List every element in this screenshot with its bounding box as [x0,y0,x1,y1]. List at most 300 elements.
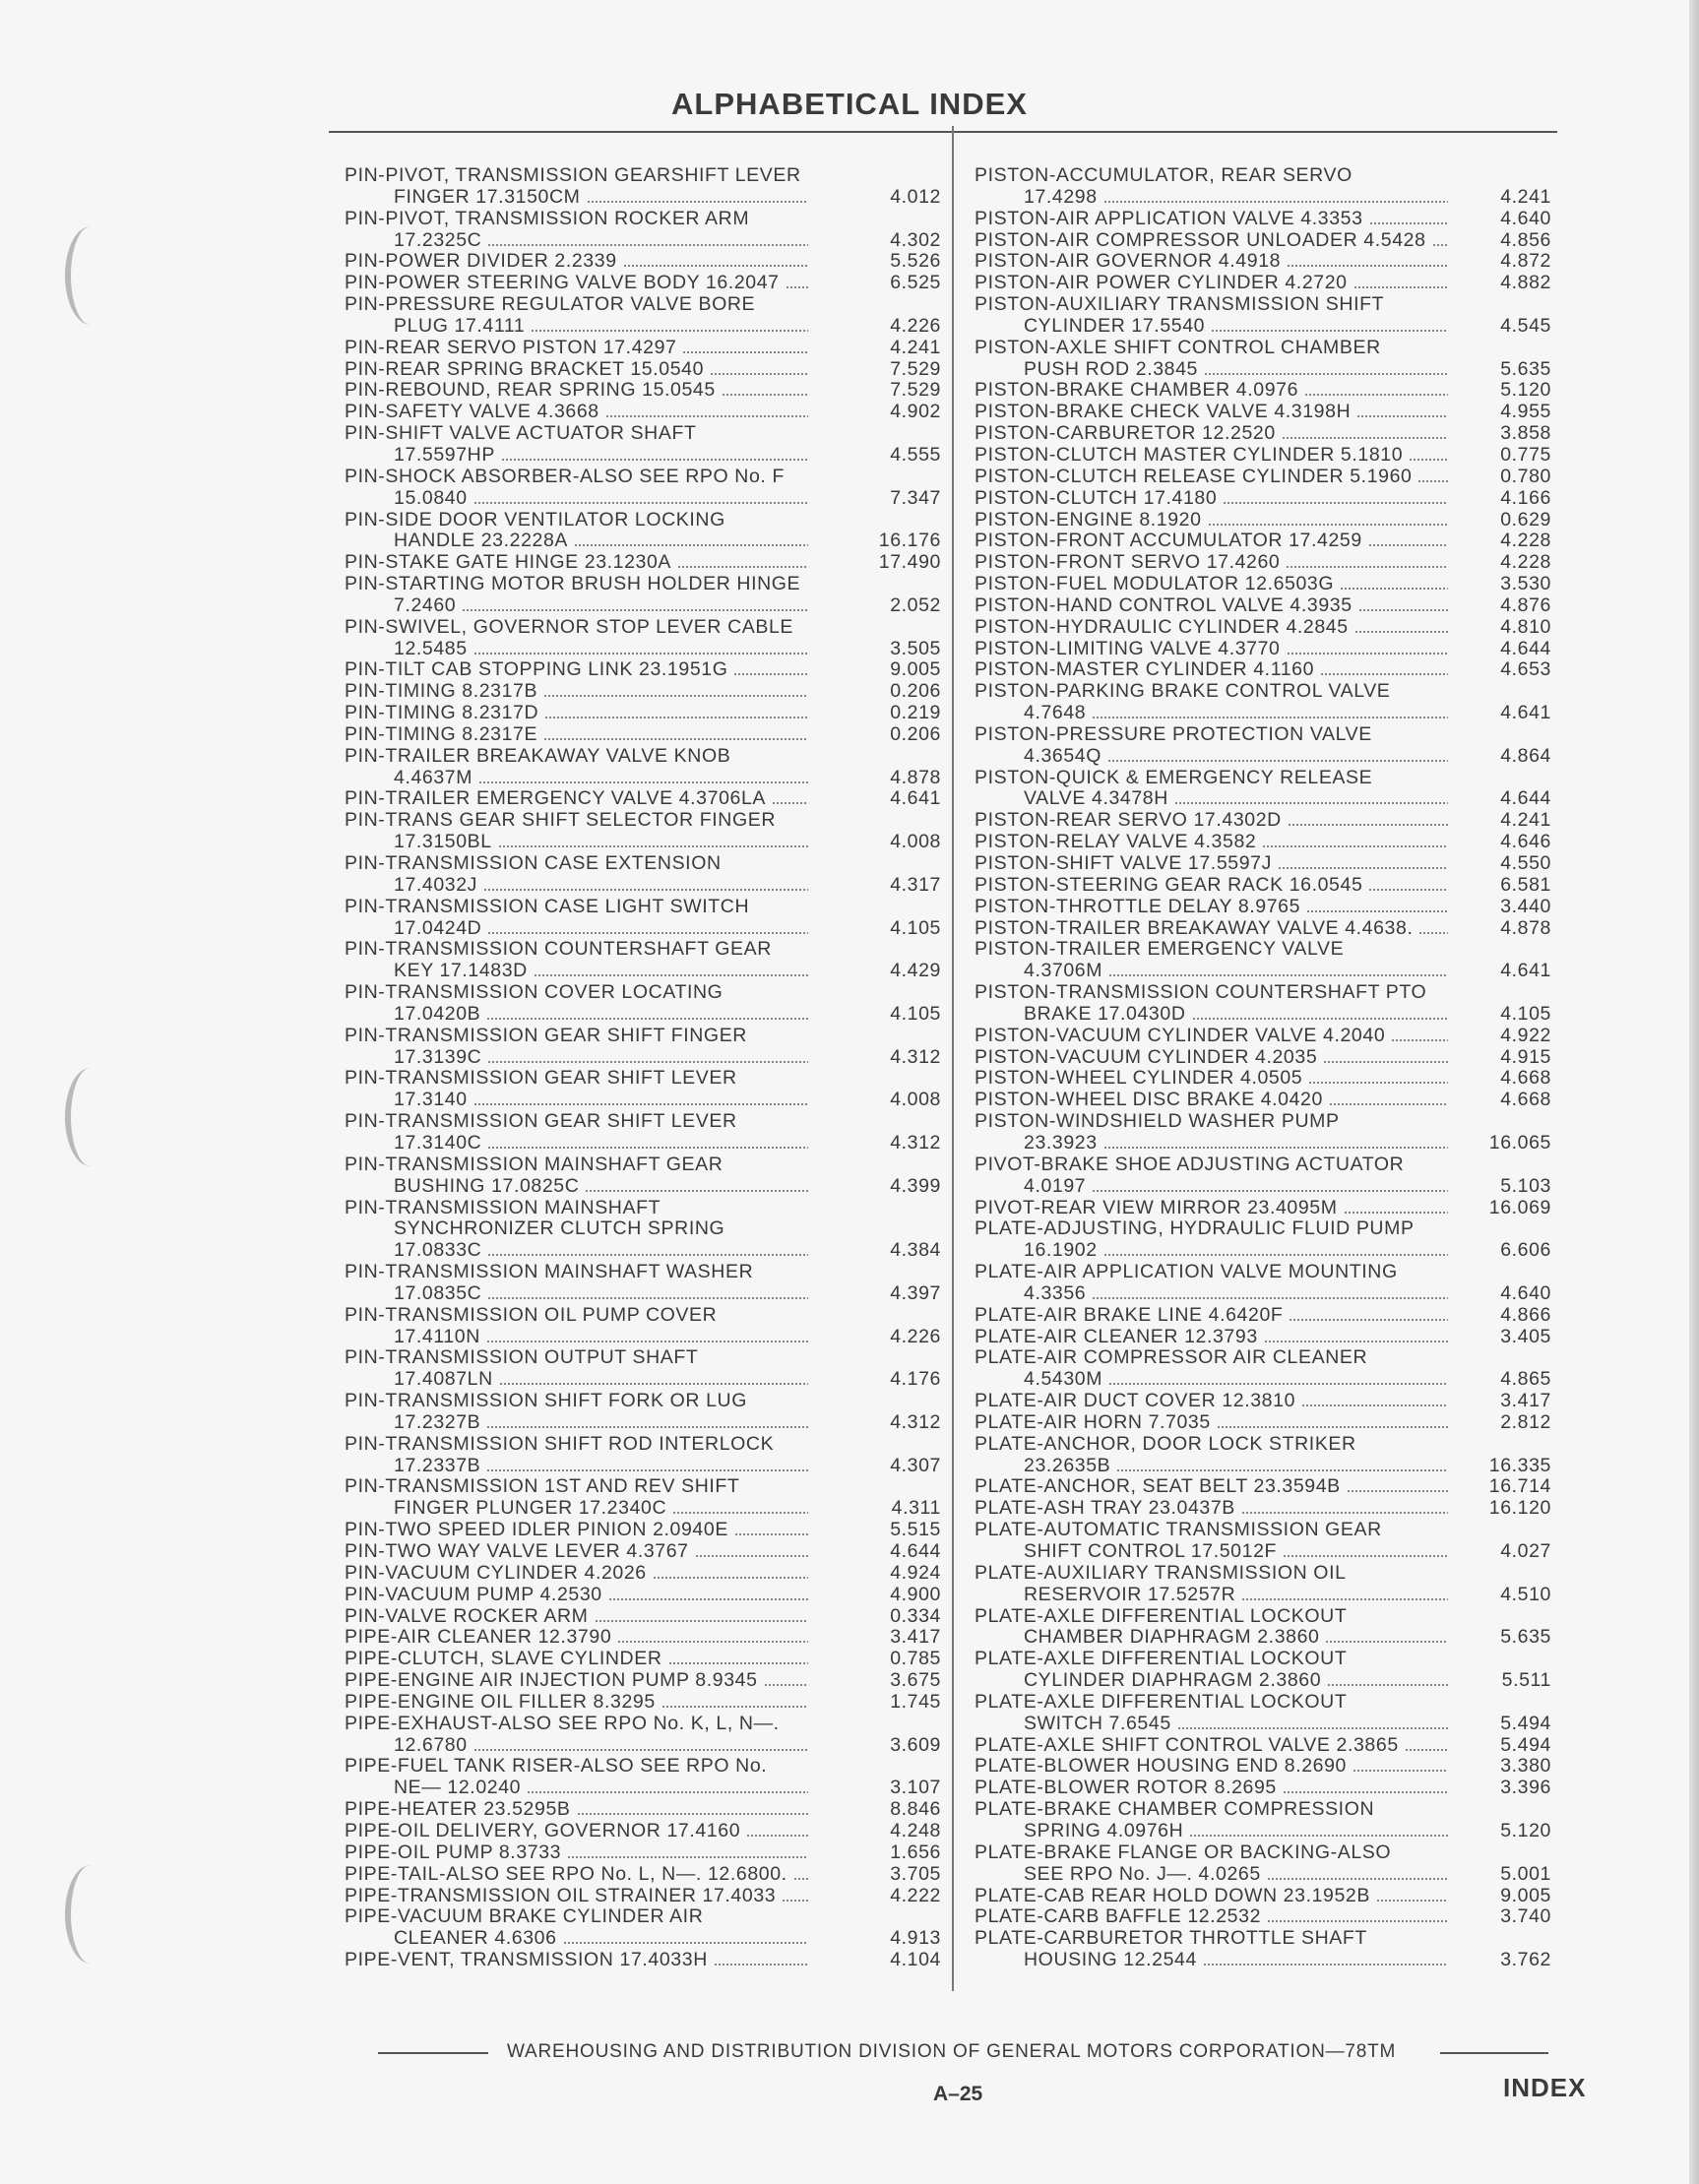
entry-text: PISTON-ACCUMULATOR, REAR SERVO [975,165,1353,186]
index-entry [345,1563,941,1585]
entry-line [975,1756,1551,1778]
entry-line [345,1262,941,1283]
entry-text: PISTON-PARKING BRAKE CONTROL VALVE [975,681,1391,703]
entry-text: PIN-TRANSMISSION OUTPUT SHAFT [345,1347,699,1369]
entry-text: PIPE-VENT, TRANSMISSION 17.4033H [345,1950,708,1971]
entry-page-number: 6.581 [1500,873,1551,896]
dot-leader [793,1878,808,1880]
entry-text: PISTON-AIR COMPRESSOR UNLOADER 4.5428 [975,229,1426,251]
entry-line [975,488,1551,510]
dot-leader [1287,653,1449,655]
entry-line [975,1369,1551,1391]
dot-leader [487,1147,808,1149]
entry-line [345,1176,941,1198]
index-entry [345,1842,941,1864]
title-rule [329,131,1557,133]
entry-page-number: 4.644 [890,1540,941,1562]
entry-page-number: 2.052 [890,593,941,616]
entry-page-number: 4.317 [890,873,941,896]
entry-page-number: 16.120 [1488,1497,1551,1520]
entry-text: BUSHING 17.0825C [394,1175,580,1197]
entry-line [345,1520,941,1541]
entry-text: PIN-TRANSMISSION SHIFT FORK OR LUG [345,1391,747,1412]
entry-line [975,402,1551,423]
entry-page-number: 4.872 [1500,250,1551,273]
entry-text: PISTON-AUXILIARY TRANSMISSION SHIFT [975,294,1385,316]
entry-page-number: 0.206 [890,680,941,703]
entry-text: PISTON-THROTTLE DELAY 8.9765 [975,896,1301,917]
index-entry [345,1649,941,1670]
entry-line [975,1456,1551,1477]
entry-page-number: 3.417 [1500,1390,1551,1412]
entry-line [345,488,941,510]
entry-line [975,445,1551,467]
index-entry [975,574,1551,595]
dot-leader [487,1254,808,1256]
entry-line [345,768,941,789]
entry-line [975,681,1551,703]
entry-line [975,1842,1551,1864]
dot-leader [1286,566,1448,568]
index-entry [345,510,941,553]
entry-text: 17.0833C [394,1240,482,1262]
dot-leader [714,1964,808,1966]
entry-page-number: 3.609 [890,1733,941,1756]
entry-text: PLATE-AIR COMPRESSOR AIR CLEANER [975,1347,1368,1369]
entry-text: PISTON-ENGINE 8.1920 [975,509,1202,530]
entry-text: PIN-TRANSMISSION SHIFT ROD INTERLOCK [345,1433,775,1455]
entry-text: 17.0424D [394,917,482,939]
entry-text: PLATE-BLOWER ROTOR 8.2695 [975,1778,1277,1799]
entry-text: PISTON-FRONT SERVO 17.4260 [975,552,1281,574]
entry-line [345,1541,941,1563]
dot-leader [1283,1555,1448,1557]
index-entry [975,1090,1551,1111]
index-entry [975,402,1551,423]
entry-text: HANDLE 23.2228A [394,530,569,552]
entry-line [975,273,1551,294]
entry-text: PIN-VACUUM CYLINDER 4.2026 [345,1562,647,1584]
entry-text: PIN-TRAILER BREAKAWAY VALVE KNOB [345,745,731,767]
entry-text: PIN-TWO SPEED IDLER PINION 2.0940E [345,1520,728,1541]
entry-page-number: 4.924 [890,1561,941,1584]
entry-page-number: 8.846 [890,1798,941,1821]
entry-line [975,1218,1551,1240]
index-column-left [345,165,941,1971]
entry-line [975,467,1551,488]
entry-text: PIN-STARTING MOTOR BRUSH HOLDER HINGE [345,574,801,595]
entry-line [975,530,1551,552]
entry-line [975,1950,1551,1971]
entry-page-number: 4.641 [1500,702,1551,724]
entry-text: PIVOT-BRAKE SHOE ADJUSTING ACTUATOR [975,1154,1405,1175]
entry-text: 4.7648 [1024,703,1087,724]
dot-leader [677,566,808,568]
entry-page-number: 6.525 [890,272,941,294]
entry-text: PIN-TIMING 8.2317D [345,703,539,724]
entry-text: PLATE-AXLE SHIFT CONTROL VALVE 2.3865 [975,1734,1399,1756]
index-entry [345,1434,941,1477]
entry-text: PLATE-AIR DUCT COVER 12.3810 [975,1391,1296,1412]
dot-leader [531,330,808,332]
index-entry [975,1347,1551,1391]
entry-line [345,788,941,810]
entry-text: 12.5485 [394,638,468,659]
entry-page-number: 3.405 [1500,1325,1551,1347]
entry-text: 17.4110N [394,1326,480,1347]
entry-line [345,1369,941,1391]
entry-text: FINGER 17.3150CM [394,186,581,208]
entry-text: PIN-VALVE ROCKER ARM [345,1605,589,1627]
dot-leader [1405,1749,1448,1751]
entry-line [975,1670,1551,1692]
entry-page-number: 4.955 [1500,401,1551,423]
entry-line [345,1585,941,1606]
entry-line [975,380,1551,402]
index-entry [345,810,941,853]
entry-page-number: 4.241 [1500,185,1551,208]
entry-line [345,595,941,617]
index-entry [975,165,1551,209]
entry-text: CYLINDER 17.5540 [1024,315,1206,337]
entry-line [345,1218,941,1240]
entry-text: PISTON-VACUUM CYLINDER VALVE 4.2040 [975,1025,1386,1046]
entry-line [345,402,941,423]
entry-text: PLATE-ANCHOR, DOOR LOCK STRIKER [975,1433,1356,1455]
index-entry [345,788,941,810]
index-entry [345,209,941,252]
entry-line [345,918,941,940]
entry-line [345,659,941,681]
entry-text: PIN-TILT CAB STOPPING LINK 23.1951G [345,659,728,681]
entry-page-number: 4.429 [890,960,941,982]
entry-line [345,1047,941,1069]
entry-page-number: 4.105 [1500,1002,1551,1025]
entry-page-number: 4.397 [890,1281,941,1304]
dot-leader [1103,1254,1448,1256]
index-entry [975,1198,1551,1219]
dot-leader [487,932,808,934]
entry-text: PLATE-AXLE DIFFERENTIAL LOCKOUT [975,1649,1348,1670]
dot-leader [1103,201,1448,203]
dot-leader [1417,480,1448,482]
index-entry [345,982,941,1026]
entry-page-number: 0.785 [890,1648,941,1670]
dot-leader [1189,1835,1448,1837]
dot-leader [498,845,808,847]
entry-line [975,187,1551,209]
entry-page-number: 0.219 [890,702,941,724]
entry-page-number: 4.668 [1500,1089,1551,1111]
entry-page-number: 3.740 [1500,1905,1551,1928]
entry-page-number: 0.334 [890,1604,941,1627]
entry-text: 7.2460 [394,594,457,616]
entry-text: PISTON-HYDRAULIC CYLINDER 4.2845 [975,616,1349,638]
dot-leader [1278,867,1448,869]
index-entry [345,681,941,703]
entry-line [975,1476,1551,1498]
entry-line [975,423,1551,445]
entry-page-number: 3.380 [1500,1755,1551,1778]
dot-leader [587,201,809,203]
index-entry [345,165,941,209]
entry-text: PIN-POWER DIVIDER 2.2339 [345,251,617,273]
index-entry [345,1756,941,1799]
entry-page-number: 7.529 [890,357,941,380]
entry-line [345,316,941,338]
dot-leader [1376,1900,1448,1902]
entry-line [975,1198,1551,1219]
entry-text: 15.0840 [394,487,468,509]
entry-text: PISTON-CARBURETOR 12.2520 [975,423,1276,445]
index-entry [975,488,1551,510]
entry-line [975,552,1551,574]
dot-leader [1306,910,1448,912]
entry-text: PIN-REBOUND, REAR SPRING 15.0545 [345,380,716,402]
entry-line [345,1391,941,1412]
dot-leader [534,974,808,976]
index-entry [345,1154,941,1198]
entry-text: PIN-TRANSMISSION CASE LIGHT SWITCH [345,896,750,917]
entry-line [345,530,941,552]
page-title: ALPHABETICAL INDEX [671,87,1028,121]
entry-page-number: 4.644 [1500,787,1551,810]
index-entry [975,939,1551,982]
entry-page-number: 4.008 [890,1089,941,1111]
dot-leader [473,502,808,504]
entry-line [975,768,1551,789]
dot-leader [543,738,808,740]
index-entry [975,1778,1551,1799]
entry-line [345,897,941,918]
entry-line [345,510,941,531]
entry-text: HOUSING 12.2544 [1024,1950,1197,1971]
dot-leader [1108,974,1448,976]
index-entry [345,1305,941,1348]
index-entry [975,530,1551,552]
entry-page-number: 16.335 [1488,1454,1551,1476]
entry-line [975,1262,1551,1283]
index-entry [975,897,1551,918]
entry-page-number: 4.105 [890,1002,941,1025]
index-entry [975,681,1551,724]
entry-text: PISTON-BRAKE CHECK VALVE 4.3198H [975,402,1352,423]
index-entry [345,1627,941,1649]
entry-text: PISTON-WINDSHIELD WASHER PUMP [975,1111,1340,1133]
dot-leader [1353,286,1448,288]
entry-text: PISTON-WHEEL DISC BRAKE 4.0420 [975,1090,1323,1111]
entry-page-number: 3.762 [1500,1949,1551,1971]
dot-leader [486,1469,808,1471]
entry-page-number: 4.228 [1500,551,1551,574]
entry-line [975,316,1551,338]
dot-leader [1204,373,1448,375]
index-entry [345,746,941,789]
entry-page-number: 4.176 [890,1368,941,1391]
entry-text: PIPE-TRANSMISSION OIL STRAINER 17.4033 [345,1885,777,1906]
entry-text: PISTON-CLUTCH 17.4180 [975,487,1218,509]
dot-leader [786,286,808,288]
entry-line [345,1950,941,1971]
entry-page-number: 4.510 [1500,1583,1551,1605]
index-entry [975,1756,1551,1778]
entry-text: 17.5597HP [394,444,495,466]
entry-text: PISTON-QUICK & EMERGENCY RELEASE [975,767,1373,788]
entry-line [975,1778,1551,1799]
dot-leader [1340,588,1448,590]
entry-line [975,338,1551,359]
entry-text: PIVOT-REAR VIEW MIRROR 23.4095M [975,1197,1338,1218]
entry-page-number: 4.646 [1500,831,1551,853]
entry-line [345,832,941,853]
entry-page-number: 4.913 [890,1927,941,1950]
entry-text: PIN-TRANSMISSION CASE EXTENSION [345,853,722,874]
entry-text: PIN-SHIFT VALVE ACTUATOR SHAFT [345,423,697,445]
entry-text: PIN-REAR SERVO PISTON 17.4297 [345,337,677,358]
index-entry [345,853,941,897]
entry-line [975,1563,1551,1585]
dot-leader [1344,1212,1448,1214]
index-column-right [975,165,1551,1971]
index-entry [975,1434,1551,1477]
entry-line [975,1154,1551,1176]
entry-line [975,1606,1551,1628]
entry-line [975,1111,1551,1133]
entry-page-number: 0.206 [890,722,941,745]
entry-line [975,595,1551,617]
entry-text: PLATE-BLOWER HOUSING END 8.2690 [975,1756,1348,1778]
entry-line [975,961,1551,982]
index-entry [975,1799,1551,1842]
entry-page-number: 4.640 [1500,1281,1551,1304]
dot-leader [617,1641,808,1643]
dot-leader [1353,1770,1448,1772]
entry-line [975,703,1551,724]
entry-line [345,681,941,703]
index-entry [345,897,941,940]
entry-text: 12.6780 [394,1734,468,1756]
entry-text: PLATE-CAB REAR HOLD DOWN 23.1952B [975,1885,1370,1906]
entry-line [975,510,1551,531]
entry-text: PIPE-VACUUM BRAKE CYLINDER AIR [345,1906,704,1928]
index-entry [345,574,941,617]
index-entry [975,1692,1551,1735]
entry-page-number: 7.347 [890,486,941,509]
entry-line [975,1585,1551,1606]
index-entry [975,1111,1551,1154]
entry-line [975,939,1551,961]
entry-line [345,1198,941,1219]
entry-line [975,1305,1551,1327]
entry-line [975,810,1551,832]
entry-page-number: 4.311 [891,1497,941,1520]
entry-line [975,724,1551,746]
index-entry [975,832,1551,853]
entry-page-number: 3.530 [1500,573,1551,595]
entry-text: PIPE-ENGINE OIL FILLER 8.3295 [345,1691,656,1713]
entry-line [345,467,941,488]
index-entry [975,1928,1551,1971]
entry-text: 16.1902 [1024,1240,1098,1262]
dot-leader [1211,330,1448,332]
entry-text: PIN-TIMING 8.2317E [345,723,538,745]
entry-line [975,230,1551,252]
entry-line [345,423,941,445]
entry-page-number: 4.876 [1500,593,1551,616]
index-entry [345,402,941,423]
entry-page-number: 5.511 [1501,1669,1551,1692]
dot-leader [595,1620,809,1622]
entry-text: PIN-TRANSMISSION GEAR SHIFT FINGER [345,1025,747,1046]
entry-page-number: 4.399 [890,1174,941,1197]
dot-leader [501,459,808,461]
entry-line [345,1735,941,1757]
entry-line [345,1154,941,1176]
dot-leader [661,1706,808,1708]
entry-text: PIN-TRANSMISSION GEAR SHIFT LEVER [345,1068,737,1090]
entry-line [975,832,1551,853]
dot-leader [1301,1404,1448,1406]
dot-leader [1391,1039,1448,1041]
index-entry [975,510,1551,531]
dot-leader [1203,1964,1448,1966]
dot-leader [746,1835,808,1837]
entry-text: PISTON-TRANSMISSION COUNTERSHAFT PTO [975,982,1427,1004]
entry-text: PIPE-HEATER 23.5295B [345,1799,571,1821]
entry-text: 17.0420B [394,1003,481,1025]
entry-line [975,1327,1551,1348]
entry-text: SEE RPO No. J—. 4.0265 [1024,1863,1261,1885]
entry-line [345,1714,941,1735]
entry-text: 4.3706M [1024,961,1103,982]
entry-page-number: 4.384 [890,1239,941,1262]
index-entry [975,1842,1551,1886]
entry-page-number: 5.494 [1500,1712,1551,1734]
entry-text: PISTON-CLUTCH RELEASE CYLINDER 5.1960 [975,466,1413,487]
index-entry [975,724,1551,768]
index-entry [975,1305,1551,1327]
entry-text: PLATE-AIR CLEANER 12.3793 [975,1326,1258,1347]
dot-leader [1323,1061,1448,1063]
entry-line [975,1391,1551,1412]
entry-text: PISTON-AIR POWER CYLINDER 4.2720 [975,273,1348,294]
dot-leader [1208,524,1448,526]
dot-leader [734,1533,808,1535]
entry-page-number: 4.644 [1500,637,1551,659]
index-entry [345,1476,941,1520]
entry-text: PLATE-AXLE DIFFERENTIAL LOCKOUT [975,1605,1348,1627]
index-entry [345,467,941,510]
entry-text: PIN-TRANSMISSION COVER LOCATING [345,982,724,1004]
entry-line [975,1412,1551,1434]
entry-text: PIN-PIVOT, TRANSMISSION GEARSHIFT LEVER [345,165,801,186]
entry-page-number: 5.526 [890,250,941,273]
entry-text: PIN-SWIVEL, GOVERNOR STOP LEVER CABLE [345,616,794,638]
index-entry [345,1864,941,1886]
dot-leader [1223,502,1448,504]
entry-page-number: 5.120 [1500,1819,1551,1841]
entry-line [345,1498,941,1520]
entry-page-number: 4.166 [1500,486,1551,509]
entry-page-number: 2.812 [1500,1410,1551,1433]
entry-text: PLATE-AXLE DIFFERENTIAL LOCKOUT [975,1691,1348,1713]
entry-text: 17.3139C [394,1046,482,1068]
index-entry [345,1262,941,1305]
entry-text: 23.3923 [1024,1132,1098,1154]
entry-line [345,273,941,294]
entry-text: PIN-SAFETY VALVE 4.3668 [345,402,599,423]
index-entry [345,359,941,381]
